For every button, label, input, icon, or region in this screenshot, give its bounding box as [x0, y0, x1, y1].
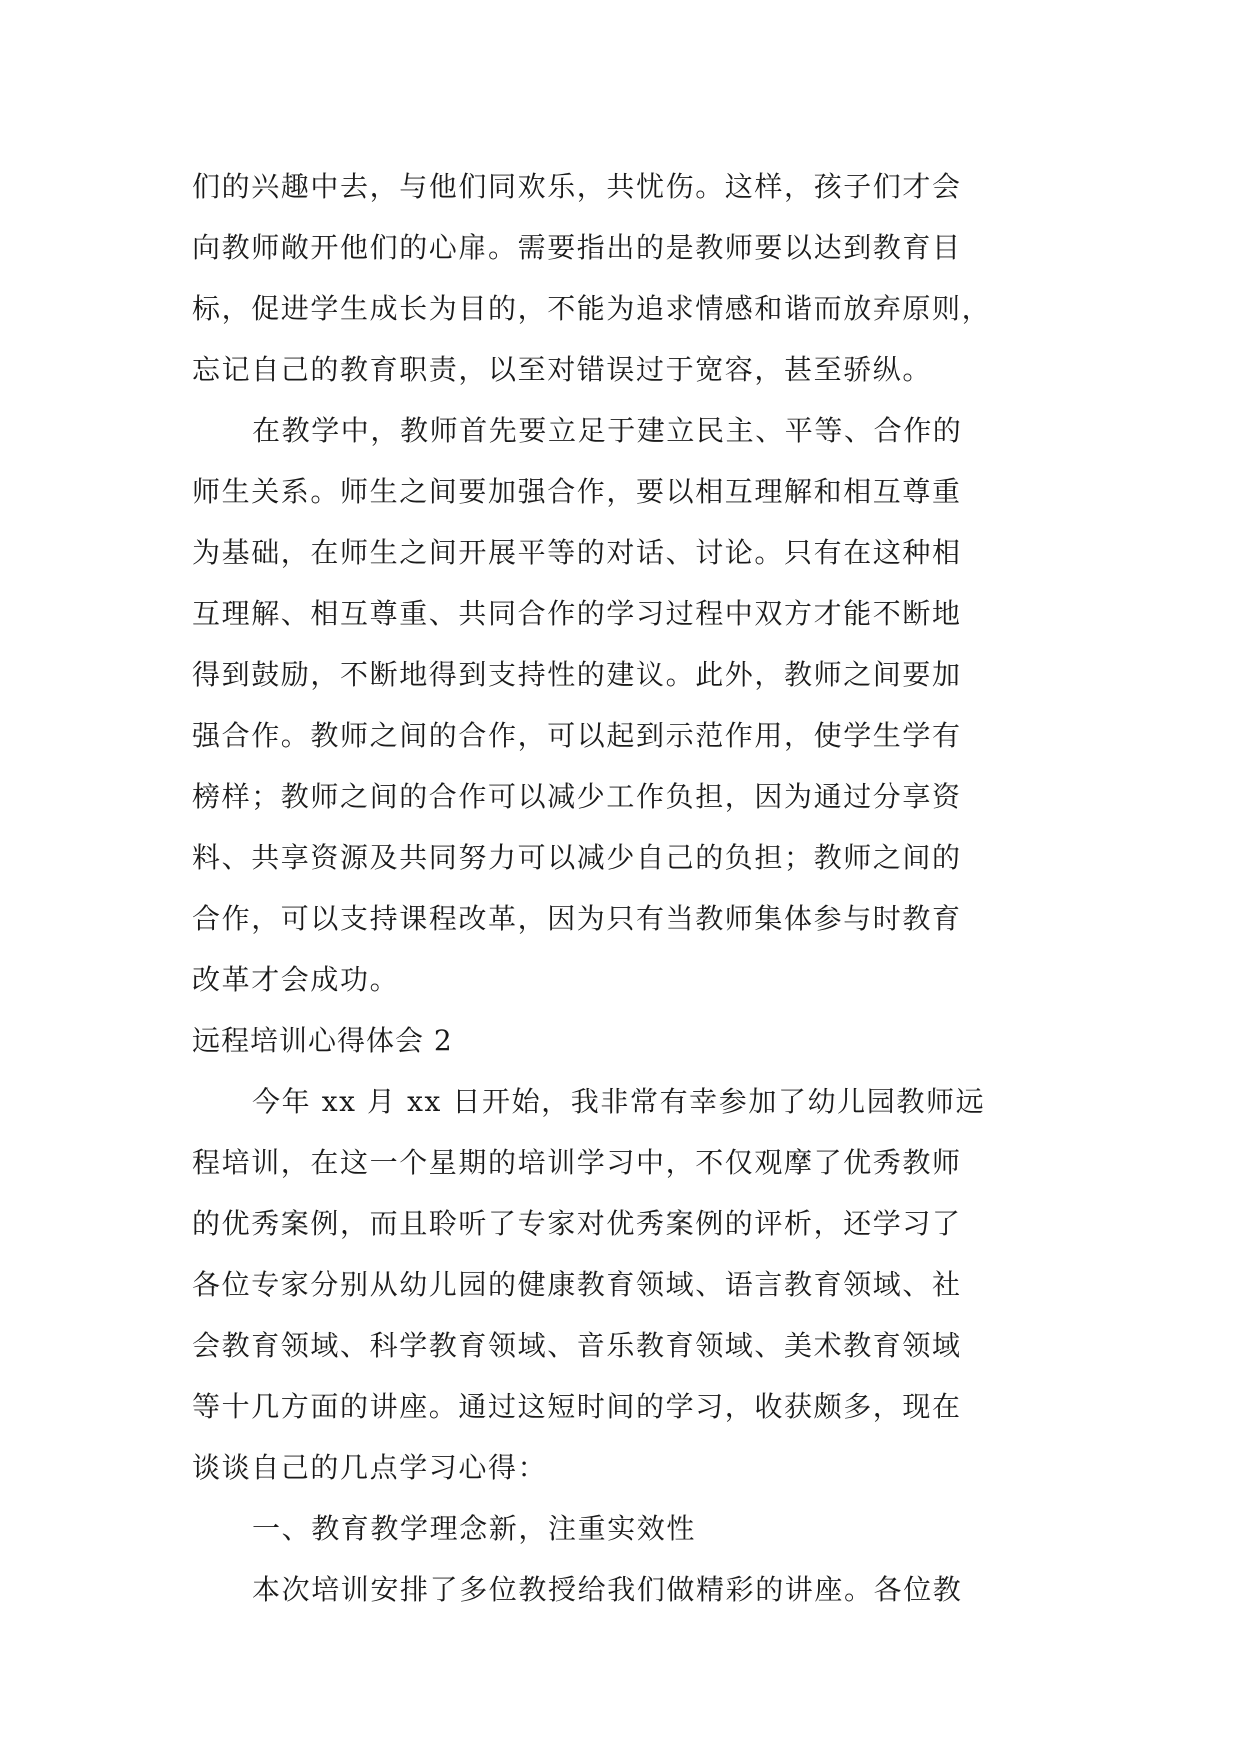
text-line: 各位专家分别从幼儿园的健康教育领域、语言教育领域、社 [192, 1268, 962, 1301]
text-line: 标，促进学生成长为目的，不能为追求情感和谐而放弃原则， [192, 292, 992, 325]
heading-text: 远程培训心得体会 2 [192, 1024, 453, 1057]
paragraph [192, 1071, 1052, 1498]
text-line: 师生关系。师生之间要加强合作，要以相互理解和相互尊重 [192, 475, 962, 508]
text-line: 得到鼓励，不断地得到支持性的建议。此外，教师之间要加 [192, 658, 962, 691]
text-line: 榜样；教师之间的合作可以减少工作负担，因为通过分享资 [192, 780, 962, 813]
text-line: 互理解、相互尊重、共同合作的学习过程中双方才能不断地 [192, 597, 962, 630]
text-line: 本次培训安排了多位教授给我们做精彩的讲座。各位教 [252, 1573, 963, 1606]
text-line: 程培训，在这一个星期的培训学习中，不仅观摩了优秀教师 [192, 1146, 962, 1179]
section-heading [192, 1010, 1052, 1071]
text-line: 今年 xx 月 xx 日开始，我非常有幸参加了幼儿园教师远 [252, 1085, 986, 1118]
paragraph [192, 400, 1052, 1010]
text-line: 的优秀案例，而且聆听了专家对优秀案例的评析，还学习了 [192, 1207, 962, 1240]
paragraph [192, 156, 1052, 400]
text-line: 等十几方面的讲座。通过这短时间的学习，收获颇多，现在 [192, 1390, 962, 1423]
text-line: 们的兴趣中去，与他们同欢乐，共忧伤。这样，孩子们才会 [192, 170, 962, 203]
text-line: 强合作。教师之间的合作，可以起到示范作用，使学生学有 [192, 719, 962, 752]
text-line: 合作，可以支持课程改革，因为只有当教师集体参与时教育 [192, 902, 962, 935]
paragraph [192, 1498, 1052, 1559]
text-line: 会教育领域、科学教育领域、音乐教育领域、美术教育领域 [192, 1329, 962, 1362]
text-line: 料、共享资源及共同努力可以减少自己的负担；教师之间的 [192, 841, 962, 874]
text-line: 为基础，在师生之间开展平等的对话、讨论。只有在这种相 [192, 536, 962, 569]
text-line: 在教学中，教师首先要立足于建立民主、平等、合作的 [252, 414, 963, 447]
text-line: 一、教育教学理念新，注重实效性 [252, 1512, 697, 1545]
text-line: 向教师敞开他们的心扉。需要指出的是教师要以达到教育目 [192, 231, 962, 264]
paragraph [192, 1559, 1052, 1620]
document-page [192, 156, 1052, 1620]
text-line: 忘记自己的教育职责，以至对错误过于宽容，甚至骄纵。 [192, 353, 933, 386]
text-line: 谈谈自己的几点学习心得： [192, 1451, 548, 1484]
text-line: 改革才会成功。 [192, 963, 400, 996]
